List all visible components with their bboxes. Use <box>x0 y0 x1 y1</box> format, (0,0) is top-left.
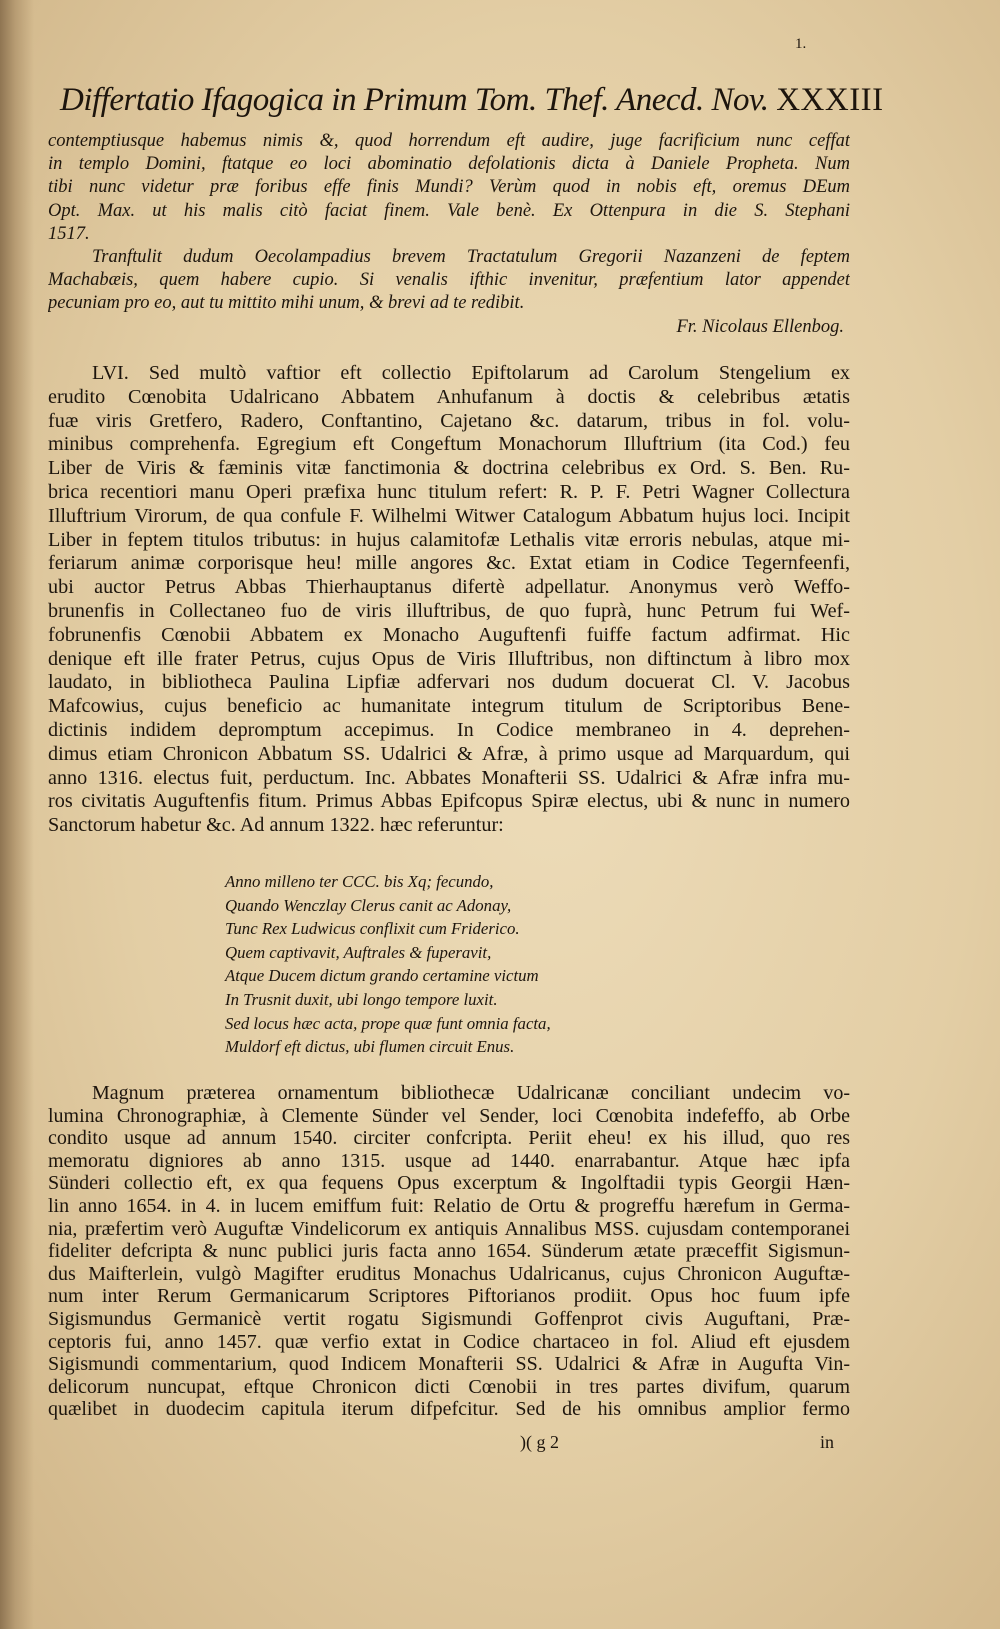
verse-line: Quando Wenczlay Clerus canit ac Adonay, <box>225 895 512 915</box>
verse-line: Sed locus hæc acta, prope quæ funt omnia facta, <box>225 1013 551 1033</box>
text-line: laudato, in bibliotheca Paulina Lipfiæ adfervari nos dudum docuerat Cl. V. Jacobus <box>48 671 850 694</box>
text-line: Opt. Max. ut his malis citò faciat finem. Vale benè. Ex Ottenpura in die S. Stephani <box>48 200 850 221</box>
verse-block <box>225 870 645 1059</box>
text-line: denique eft ille frater Petrus, cujus Opus de Viris Illuftribus, non diftinctum à libro mox <box>48 647 850 670</box>
text-line: memoratu digniores ab anno 1315. usque ad 1440. enarrabantur. Atque hæc ipfa <box>48 1149 850 1172</box>
letter-signature: Fr. Nicolaus Ellenbog. <box>676 316 844 337</box>
text-line: ros civitatis Auguftenfis fitum. Primus Abbas Epifcopus Spiræ electus, ubi & nunc in numero <box>48 790 850 813</box>
text-line: delicorum nuncupat, eftque Chronicon dicti Cœnobii in tres partes divifum, quarum <box>48 1375 850 1398</box>
text-line: lumina Chronographiæ, à Clemente Sünder vel Sender, loci Cœnobita indefeffo, ab Orbe <box>48 1104 850 1127</box>
text-line: lin anno 1654. in 4. in lucem emiffum fuit: Relatio de Ortu & progreffu hærefum in Germa- <box>48 1194 850 1217</box>
text-line: Sanctorum habetur &c. Ad annum 1322. hæc referuntur: <box>48 814 504 837</box>
text-line: Liber in feptem titulos tributus: in hujus calamitofæ Lethalis vitæ erroris nebulas, atque mi- <box>48 528 850 551</box>
text-line: 1517. <box>48 223 90 244</box>
text-line: Sünderi collectio eft, ex qua fequens Opus excerptum & Ingolftadii typis Georgii Hæn- <box>48 1172 850 1195</box>
text-line: Sigismundus Germanicè vertit rogatu Sigismundi Goffenprot civis Auguftani, Præ- <box>48 1307 850 1330</box>
paragraph-lvi <box>48 362 850 838</box>
text-line: Illuftrium Virorum, de qua confule F. Wilhelmi Witwer Catalogum Abbatum hujus loci. Incipit <box>48 504 850 527</box>
verse-line: Anno milleno ter CCC. bis Xq; fecundo, <box>225 872 494 891</box>
text-line: Liber de Viris & fæminis vitæ fanctimonia & doctrina celebribus ex Ord. S. Ben. Ru- <box>48 457 850 480</box>
text-line: fobrunenfis Cœnobii Abbatem ex Monacho Auguftenfi fuiffe factum adfirmat. Hic <box>48 623 850 646</box>
text-line: dictinis indidem depromptum accepimus. In Codice membraneo in 4. deprehen- <box>48 718 850 741</box>
text-line: condito usque ad annum 1540. circiter confcripta. Periit eheu! ex his illud, quo res <box>48 1127 850 1150</box>
letter-excerpt <box>48 130 850 339</box>
text-line: tibi nunc videtur præ foribus effe finis Mundi? Verùm quod in nobis eft, oremus DEum <box>48 177 850 198</box>
text-line: Magnum præterea ornamentum bibliothecæ Udalricanæ conciliant undecim vo- <box>92 1082 850 1104</box>
verse-line: Muldorf eft dictus, ubi flumen circuit Enus. <box>225 1037 515 1057</box>
page-number: XXXIII <box>776 82 884 118</box>
text-line: quælibet in duodecim capitula iterum difpefcitur. Sed de his omnibus amplior fermo <box>48 1398 850 1421</box>
text-line: dimus etiam Chronicon Abbatum SS. Udalrici & Afræ, à primo usque ad Marquardum, qui <box>48 742 850 765</box>
text-line: LVI. Sed multò vaftior eft collectio Epiftolarum ad Carolum Stengelium ex <box>92 362 850 384</box>
verse-line: Tunc Rex Ludwicus conflixit cum Friderico. <box>225 919 520 939</box>
text-line: brica recentiori manu Operi præfixa hunc titulum refert: R. P. F. Petri Wagner Collectura <box>48 480 850 503</box>
running-head-title: Differtatio Ifagogica in Primum Tom. Thef. Anecd. Nov. <box>60 82 769 118</box>
text-line: anno 1316. electus fuit, perductum. Inc. Abbates Monafterii SS. Udalrici & Afræ infra mu- <box>48 766 850 789</box>
text-line: Sigismundi commentarium, quod Indicem Monafterii SS. Udalrici & Afræ in Augufta Vin- <box>48 1353 850 1376</box>
text-line: Tranftulit dudum Oecolampadius brevem Tractatulum Gregorii Nazanzeni de feptem <box>92 246 850 267</box>
text-line: brunenfis in Collectaneo fuo de viris illuftribus, de quo fuprà, hunc Petrum fui Wef- <box>48 599 850 622</box>
text-line: nia, præfertim verò Auguftæ Vindelicorum ex antiquis Annalibus MSS. cujusdam contemporanei <box>48 1217 850 1240</box>
text-line: erudito Cœnobita Udalricano Abbatem Anhufanum à doctis & celebribus ætatis <box>48 385 850 408</box>
verse-line: In Trusnit duxit, ubi longo tempore luxit. <box>225 989 498 1009</box>
running-head <box>60 82 884 119</box>
text-line: fideliter defcripta & nunc publici juris facta anno 1654. Sünderum ætate præceffit Sigismun- <box>48 1240 850 1263</box>
text-line: Machabæis, quem habere cupio. Si venalis ifthic invenitur, præfentium lator appendet <box>48 270 850 291</box>
verse-line: Quem captivavit, Auftrales & fuperavit, <box>225 942 492 962</box>
folio-mark: 1. <box>795 36 807 52</box>
signature-mark: )( g 2 <box>520 1432 559 1452</box>
text-line: Mafcowius, cujus beneficio ac humanitate integrum titulum de Scriptoribus Bene- <box>48 695 850 718</box>
catchword: in <box>820 1432 835 1452</box>
verse-line: Atque Ducem dictum grando certamine victum <box>225 966 539 986</box>
text-line: num inter Rerum Germanicarum Scriptores Piftorianos prodiit. Opus hoc fuum ipfe <box>48 1285 850 1308</box>
text-line: dus Maifterlein, vulgò Magifter eruditus Monachus Udalricanus, cujus Chronicon Auguftæ- <box>48 1262 850 1285</box>
text-line: fuæ viris Gretfero, Radero, Conftantino, Cajetano &c. datarum, tribus in fol. volu- <box>48 409 850 432</box>
binding-gutter-shadow <box>0 0 34 1629</box>
text-line: ceptoris fui, anno 1457. quæ verfio extat in Codice chartaceo in fol. Aliud eft ejusdem <box>48 1330 850 1353</box>
paragraph-magnum <box>48 1082 850 1421</box>
text-line: feriarum animæ corporisque heu! mille angores &c. Extat etiam in Codice Tegernfeenfi, <box>48 552 850 575</box>
text-line: minibus comprehenfa. Egregium eft Congeftum Monachorum Illuftrium (ita Cod.) feu <box>48 433 850 456</box>
text-line: ubi auctor Petrus Abbas Thierhauptanus difertè adpellatur. Anonymus verò Weffo- <box>48 576 850 599</box>
text-line: pecuniam pro eo, aut tu mittito mihi unum, & brevi ad te redibit. <box>48 293 525 314</box>
text-line: contemptiusque habemus nimis &, quod horrendum eft audire, juge facrificium nunc ceffat <box>48 131 850 151</box>
text-line: in templo Domini, ftatque eo loci abominatio defolationis dicta à Daniele Propheta. Num <box>48 154 850 175</box>
